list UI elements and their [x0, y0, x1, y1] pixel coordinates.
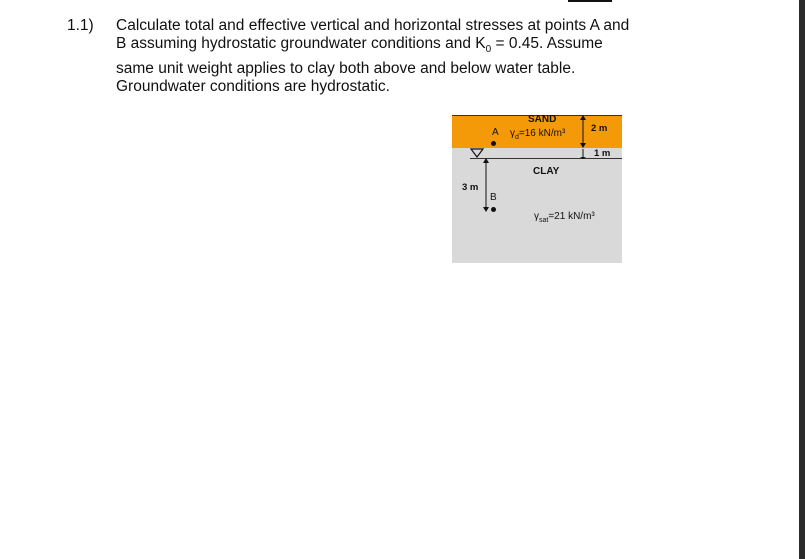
clay-layer [452, 142, 622, 263]
clay-label: CLAY [533, 166, 560, 177]
dimension-3m-label: 3 m [462, 182, 479, 193]
point-a-marker [491, 141, 496, 146]
problem-number: 1.1) [67, 17, 94, 34]
top-rule [568, 0, 612, 2]
dimension-2m-arrow [578, 115, 588, 159]
water-table-icon [470, 148, 484, 158]
problem-line-2: B assuming hydrostatic groundwater conditions and $K_0 = 0.45$. Assume [116, 35, 603, 56]
point-a-label: A [492, 127, 499, 138]
clay-unit-weight: $\gamma_{sat}=21$ kN/m³ [534, 211, 595, 224]
window-edge [799, 0, 805, 559]
point-b-label: B [490, 192, 497, 203]
point-b-marker [491, 207, 496, 212]
dimension-3m-arrow [481, 158, 491, 212]
problem-text [116, 17, 661, 96]
dimension-1m-label: 1 m [594, 148, 611, 159]
sand-label: SAND [528, 114, 557, 125]
soil-profile-diagram [452, 112, 622, 263]
sand-unit-weight: $\gamma_d=16$ kN/m³ [510, 128, 566, 141]
problem-line-4: Groundwater conditions are hydrostatic. [116, 77, 390, 95]
problem-line-1: Calculate total and effective vertical and horizontal stresses at points A and [116, 17, 630, 34]
problem-line-3: same unit weight applies to clay both above and below water table. [116, 59, 576, 77]
dimension-2m-label: 2 m [591, 123, 608, 134]
